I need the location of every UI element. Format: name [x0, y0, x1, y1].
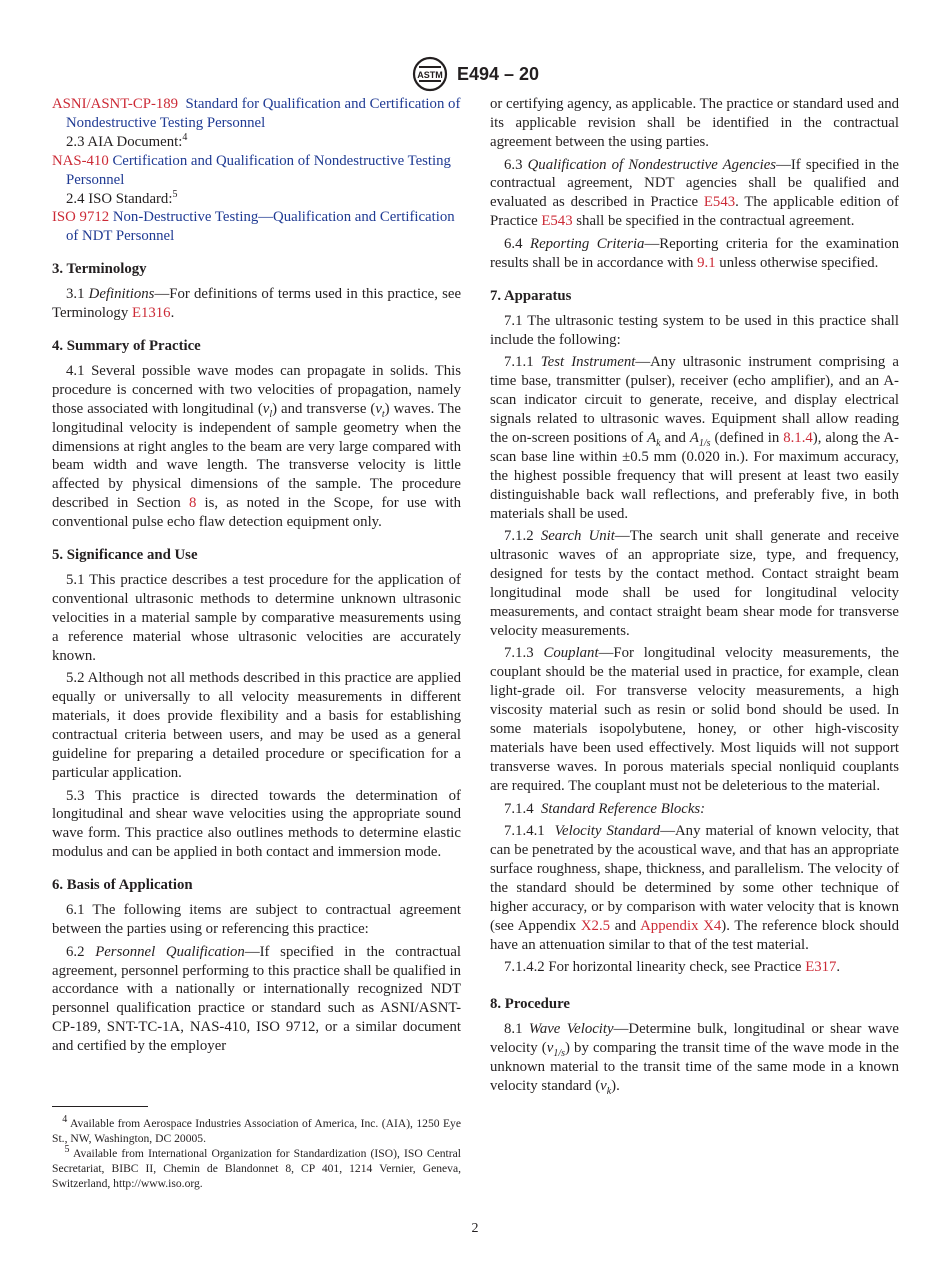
paragraph-6-2-continued: or certifying agency, as applicable. The practice or standard used and its applicable revision shall be identified in the contractual agreement between the using parties. — [490, 96, 899, 150]
paragraph-7-1-4-1: 7.1.4.1 Velocity Standard—Any material of known velocity, that can be penetrated by the acoustical wave, and that has an appropriate surface roughness, shape, thickness, and parallelism. The velocity of the standard should be determined by some other technique of higher accuracy, or by comparison with water velocity that is known (see Appendix X2.5 and Appendix X4). The reference block should have an attenuation similar to that of the test material. — [490, 823, 899, 953]
subsection-heading: 2.4 ISO Standard:$^5$ — [66, 188, 178, 207]
link-e543[interactable]: E543 — [541, 213, 573, 230]
paragraph-4-1: 4.1 Several possible wave modes can propagate in solids. This procedure is concerned with two velocities of propagation, namely those associated with longitudinal $(v_l)$ and transverse $(v_t)$ waves. The longitudinal velocity is independent of sample geometry when the dimensions at right angles to the beam are very large compared with beam width and wave length. The transverse velocity is little affected by physical dimensions of the sample. The procedure described in Section 8 is, as noted in the Scope, for use with conventional pulse echo flaw detection equipment only. — [52, 362, 461, 531]
page-number: 2 — [471, 1221, 479, 1236]
reference-code-link[interactable]: ISO 9712 — [52, 209, 110, 226]
paragraph-6-2: 6.2 Personnel Qualification—If specified in the contractual agreement, personnel performing to this practice shall be qualified in accordance with a nationally or internationally recognized NDT personnel qualification practice or standard such as ASNI/ASNT-CP-189, SNT-TC-1A, NAS-410, ISO 9712, or a similar document and certified by the employer — [52, 943, 462, 1055]
paragraph-5-3: 5.3 This practice is directed towards the determination of longitudinal and shear wave velocities using the appropriate sound wave form. This practice also outlines methods to determine elastic modulus and can be applied in both contact and immersion mode. — [52, 787, 461, 861]
right-column — [490, 95, 899, 1096]
reference-item — [52, 208, 461, 246]
link-e317[interactable]: E317 — [805, 959, 837, 976]
link-e1316[interactable]: E1316 — [131, 305, 171, 322]
section-heading-procedure: 8. Procedure — [490, 996, 570, 1013]
section-heading-summary: 4. Summary of Practice — [52, 337, 201, 354]
footnote-5: $^5$ Available from International Organization for Standardization (ISO), ISO Central Secretariat, BIBC II, Chemin de Blandonnet 8, CP 401, 1214 Vernier, Geneva, Switzerland, http://www.iso.org. — [52, 1144, 461, 1190]
reference-item — [52, 95, 461, 133]
paragraph-3-1: 3.1 Definitions—For definitions of terms used in this practice, see Terminology E1316. — [52, 286, 462, 322]
link-e543[interactable]: E543 — [703, 194, 736, 211]
paragraph-7-1-2: 7.1.2 Search Unit—The search unit shall generate and receive ultrasonic waves of an appropriate size, type, and frequency, designed for tests by the contact method. Contact straight beam longitudinal mode shall be used for longitudinal velocity measurements, and contact straight beam shear mode for transverse velocity measurements. — [490, 528, 899, 639]
reference-title-link[interactable]: Certification and Qualification of Nondestructive Testing Personnel — [66, 152, 451, 188]
reference-item — [52, 152, 461, 190]
paragraph-7-1: 7.1 The ultrasonic testing system to be used in this practice shall include the following: — [490, 312, 899, 348]
reference-code-link[interactable]: NAS-410 — [52, 152, 109, 169]
paragraph-7-1-4-2: 7.1.4.2 For horizontal linearity check, see Practice E317. — [504, 959, 841, 976]
paragraph-6-3: 6.3 Qualification of Nondestructive Agencies—If specified in the contractual agreement, NDT agencies shall be qualified and evaluated as described in Practice E543. The applicable edition of Practice E543 shall be specified in the contractual agreement. — [490, 156, 900, 230]
link-9-1[interactable]: 9.1 — [697, 254, 716, 271]
paragraph-8-1: 8.1 Wave Velocity—Determine bulk, longitudinal or shear wave velocity $(v_{1/s})$ by comparing the transit time of the wave mode in the unknown material to the transit time of the same mode in a known velocity standard $(v_k)$. — [490, 1021, 899, 1097]
reference-code-link[interactable]: ASNI/ASNT-CP-189 — [52, 96, 179, 112]
link-x2-5[interactable]: X2.5 — [580, 917, 611, 934]
reference-title-link[interactable]: Standard for Qualification and Certification of Nondestructive Testing Personnel — [66, 96, 461, 131]
section-heading-significance: 5. Significance and Use — [52, 547, 198, 564]
footnote-divider — [52, 1106, 148, 1107]
paragraph-5-2: 5.2 Although not all methods described in this practice are applied equally or universally to all velocity measurements in different materials, it does provide flexibility and a basis for establishing contractual criteria between users, and may be used as a general guideline for preparing a detailed procedure or specification for a particular application. — [52, 670, 461, 781]
section-heading-apparatus: 7. Apparatus — [490, 287, 572, 304]
section-heading-basis: 6. Basis of Application — [52, 877, 193, 894]
page-header — [0, 56, 950, 92]
paragraph-7-1-4: 7.1.4 Standard Reference Blocks: — [504, 800, 706, 817]
reference-title-link[interactable]: Non-Destructive Testing—Qualification and Certification of NDT Personnel — [66, 209, 455, 245]
left-column — [52, 95, 461, 1056]
link-section-8[interactable]: 8 — [188, 495, 197, 512]
footnote-4: $^4$ Available from Aerospace Industries Association of America, Inc. (AIA), 1250 Eye St., NW, Washington, DC 20005. — [52, 1114, 461, 1145]
astm-logo-icon — [411, 56, 449, 92]
standard-designation: E494 – 20 — [456, 63, 540, 84]
paragraph-7-1-3: 7.1.3 Couplant—For longitudinal velocity measurements, the couplant should be the material used in practice, for example, clean light-grade oil. For transverse velocity measurements, a high viscosity material such as resin or solid bond should be used. In some materials isopolybutene, honey, or other high-viscosity materials have been used effectively. Most liquids will not support transverse waves. In porous materials special nonliquid couplants are required. The couplant must not be deleterious to the material. — [490, 645, 899, 794]
link-8-1-4[interactable]: 8.1.4 — [783, 429, 813, 446]
svg-text:ASTM: ASTM — [417, 70, 443, 80]
paragraph-5-1: 5.1 This practice describes a test procedure for the application of conventional ultrasonic methods to determine unknown ultrasonic velocities in a material sample by comparative measurements using a reference material whose ultrasonic velocities are accurately known. — [52, 571, 461, 664]
link-appendix-x4[interactable]: Appendix X4 — [640, 917, 722, 934]
paragraph-7-1-1: 7.1.1 Test Instrument—Any ultrasonic instrument comprising a time base, transmitter (pulser), receiver (echo amplifier), and an A-scan indicator circuit to generate, receive, and display electrical signals related to ultrasonic waves. Equipment shall allow reading the on-screen positions of $A_k$ and $A_{1/s}$ (defined in 8.1.4), along the A-scan base line within ±0.5 mm (0.020 in.). For maximum accuracy, the highest possible frequency that will present at least two easily distinguishable back wall reflections, and preferably five, in both materials shall be used. — [490, 354, 899, 522]
subsection-heading: 2.3 AIA Document:$^4$ — [66, 131, 188, 150]
paragraph-6-4: 6.4 Reporting Criteria—Reporting criteria for the examination results shall be in accordance with 9.1 unless otherwise specified. — [490, 235, 899, 271]
section-heading-terminology: 3. Terminology — [52, 261, 147, 278]
paragraph-6-1: 6.1 The following items are subject to contractual agreement between the parties using or referencing this practice: — [52, 902, 461, 937]
